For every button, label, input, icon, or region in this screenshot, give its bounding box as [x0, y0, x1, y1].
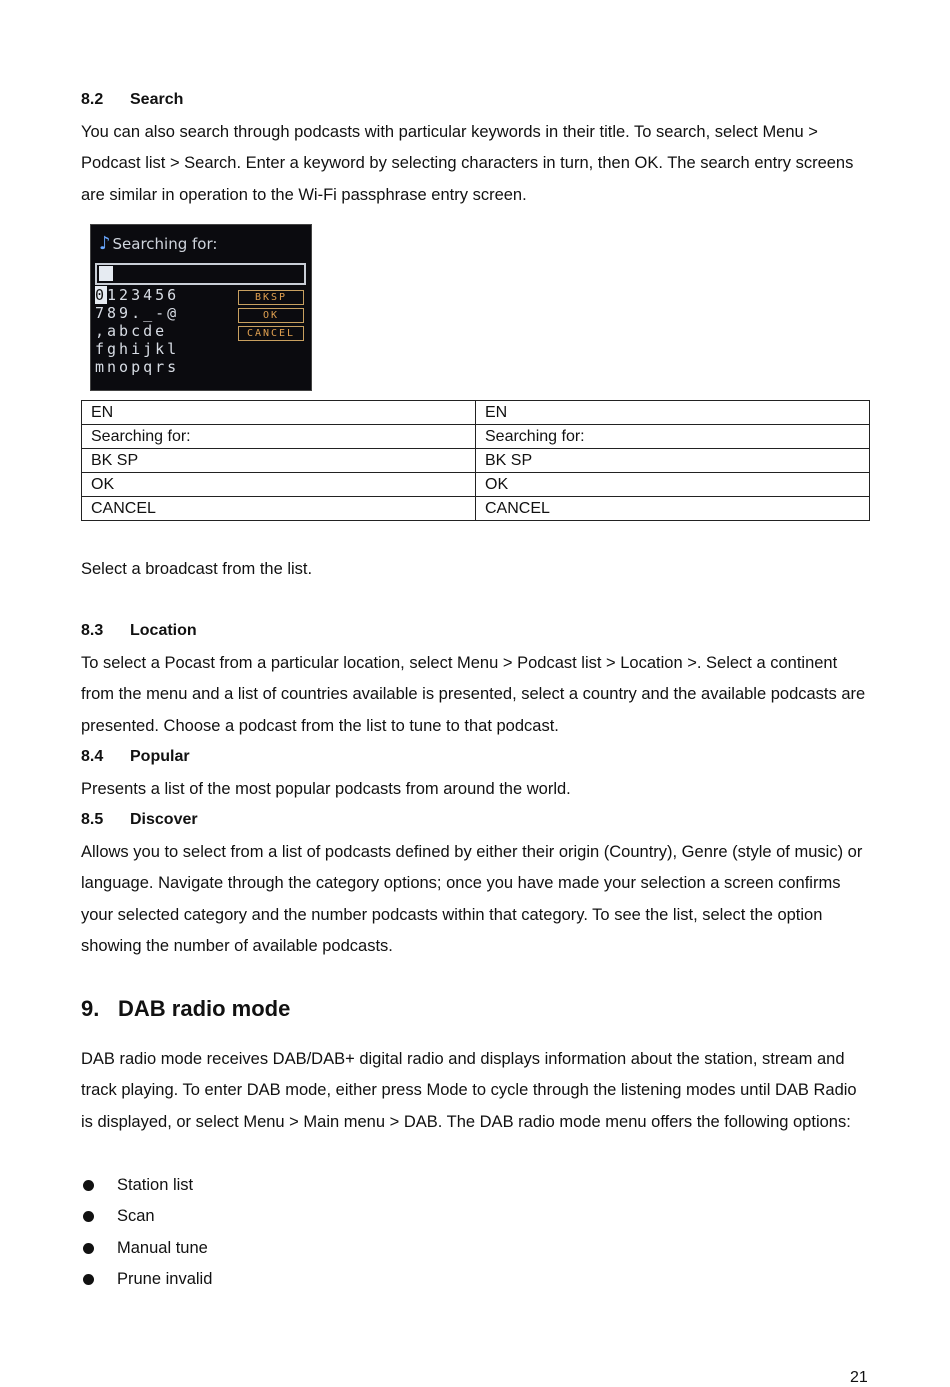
section-8-2-body: You can also search through podcasts with particular keywords in their title. To search, select Menu > Podcast list > Search. Enter a keyword by selecting characters in turn, then OK. The search entry screens are similar in operation to the Wi-Fi passphrase entry screen. [81, 123, 854, 204]
bullet-icon [83, 1243, 94, 1254]
music-note-icon: ♪ [99, 233, 111, 254]
section-8-3-heading: 8.3 Location [81, 622, 197, 639]
list-item: Prune invalid [81, 1264, 212, 1295]
section-9-heading: 9. DAB radio mode [81, 996, 291, 1021]
screen-character-grid [95, 286, 179, 376]
section-9-body: DAB radio mode receives DAB/DAB+ digital radio and displays information about the station, stream and track playing. To enter DAB mode, either press Mode to cycle through the listening modes until DAB Radio is displayed, or select Menu > Main menu > DAB. The DAB radio mode menu offers the following options: [81, 1050, 857, 1131]
table-row: BK SP BK SP [82, 449, 870, 473]
section-8-5-heading: 8.5 Discover [81, 811, 198, 828]
section-8-2-heading: 8.2 Search [81, 91, 184, 108]
search-screen-image [90, 224, 312, 391]
section-8-4-heading: 8.4 Popular [81, 748, 190, 765]
screen-search-field [95, 263, 306, 285]
char-row: ,abcde [95, 322, 168, 340]
char-row: fghijkl [95, 340, 180, 358]
char-row: mnopqrs [95, 358, 180, 376]
screen-bksp-button: BKSP [238, 290, 304, 305]
table-row: OK OK [82, 473, 870, 497]
bullet-icon [83, 1211, 94, 1222]
dab-options-list [81, 1170, 212, 1295]
table-row: CANCEL CANCEL [82, 497, 870, 521]
screen-title: ♪ Searching for: [99, 233, 218, 254]
section-8-3-body: To select a Pocast from a particular location, select Menu > Podcast list > Location >. Select a continent from the menu and a list of countries available is presented, select a country and the available podcasts are presented. Choose a podcast from the list to tune to that podcast. [81, 654, 866, 735]
list-item: Manual tune [81, 1233, 212, 1264]
section-8-5-body: Allows you to select from a list of podcasts defined by either their origin (Country), Genre (style of music) or language. Navigate through the category options; once you have made your selection a screen confirms your selected category and the number podcasts within that category. To see the list, select the option showing the number of available podcasts. [81, 843, 863, 955]
after-table-text: Select a broadcast from the list. [81, 560, 313, 578]
char-row: 789._-@ [95, 304, 180, 322]
table-row: EN EN [82, 401, 870, 425]
screen-ok-button: OK [238, 308, 304, 323]
table-row: Searching for: Searching for: [82, 425, 870, 449]
bullet-icon [83, 1180, 94, 1191]
list-item: Scan [81, 1201, 212, 1232]
list-item: Station list [81, 1170, 212, 1201]
screen-cursor [99, 266, 113, 281]
screen-cancel-button: CANCEL [238, 326, 304, 341]
page-number: 21 [850, 1369, 868, 1386]
selected-char: 0 [95, 286, 108, 304]
translation-table [81, 400, 870, 521]
section-8-4-body: Presents a list of the most popular podcasts from around the world. [81, 780, 571, 798]
char-row: 123456 [107, 286, 180, 304]
bullet-icon [83, 1274, 94, 1285]
